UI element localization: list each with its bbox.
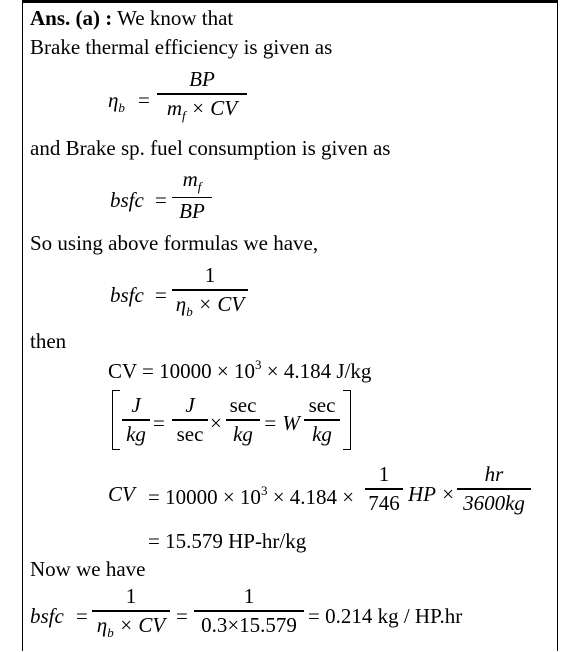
- eq3-numerator: 1: [204, 263, 216, 287]
- eq5-times: ×: [210, 411, 222, 435]
- eq6-fraction-1: 1 746: [365, 463, 403, 514]
- eq6-cv: CV: [108, 482, 135, 506]
- eq1-equals: =: [138, 88, 150, 112]
- eq5-fraction-2: J sec: [172, 394, 208, 445]
- eq6-expression: = $10000 \times 10^3 \times 4.184$ ×: [148, 483, 355, 509]
- eq1-lhs: $\eta_b$: [108, 88, 125, 115]
- answer-intro: We know that: [117, 6, 234, 30]
- text-line-5: Now we have: [30, 557, 146, 581]
- eq8-result: = 0.214 kg / HP.hr: [308, 604, 463, 628]
- text-line-3: So using above formulas we have,: [30, 231, 319, 255]
- text-line-1: Brake thermal efficiency is given as: [30, 35, 333, 59]
- eq6-hp: HP ×: [408, 482, 456, 506]
- eq1-numerator: BP: [189, 67, 215, 91]
- eq1-denominator: $m_f$ × CV: [166, 95, 238, 123]
- answer-heading: [30, 8, 233, 29]
- eq8-equals-2: =: [176, 604, 188, 628]
- eq6-fraction-2: hr 3600kg: [457, 463, 531, 514]
- eq8-lhs: bsfc: [30, 604, 64, 628]
- eq8-fraction-2: 1 0.3×15.579: [194, 585, 304, 636]
- eq2-denominator: BP: [179, 199, 205, 224]
- eq2-equals: =: [155, 188, 167, 212]
- text-line-2: and Brake sp. fuel consumption is given as: [30, 136, 391, 160]
- eq5-equals: =: [153, 411, 165, 435]
- eq5-fraction-4: sec kg: [304, 394, 340, 445]
- eq5-equals-w: = W: [263, 411, 300, 435]
- text-line-4: then: [30, 329, 67, 353]
- right-bracket: [343, 390, 351, 450]
- eq1-fraction: [157, 68, 247, 122]
- eq2-lhs: bsfc: [110, 188, 144, 212]
- eq5-fraction-3: sec kg: [226, 394, 260, 445]
- answer-label: Ans. (a) :: [30, 6, 113, 30]
- answer-frame: [22, 3, 558, 651]
- left-bracket: [112, 390, 120, 450]
- eq2-fraction: [172, 168, 212, 222]
- eq3-equals: =: [155, 283, 167, 307]
- eq3-lhs: bsfc: [110, 283, 144, 307]
- eq8-equals: =: [76, 604, 88, 628]
- eq5-fraction-1: J kg: [122, 394, 150, 445]
- eq8-fraction-1: 1 $\eta_b$ × CV: [92, 585, 170, 639]
- eq3-fraction: [172, 264, 248, 318]
- eq7-result: = 15.579 HP-hr/kg: [148, 529, 307, 553]
- eq4-line: CV = $10000 \times 10^3 \times 4.184$ J/kg: [108, 357, 372, 383]
- eq2-numerator: $m_f$: [182, 167, 202, 194]
- eq3-denominator: $\eta_b$ × CV: [175, 291, 245, 319]
